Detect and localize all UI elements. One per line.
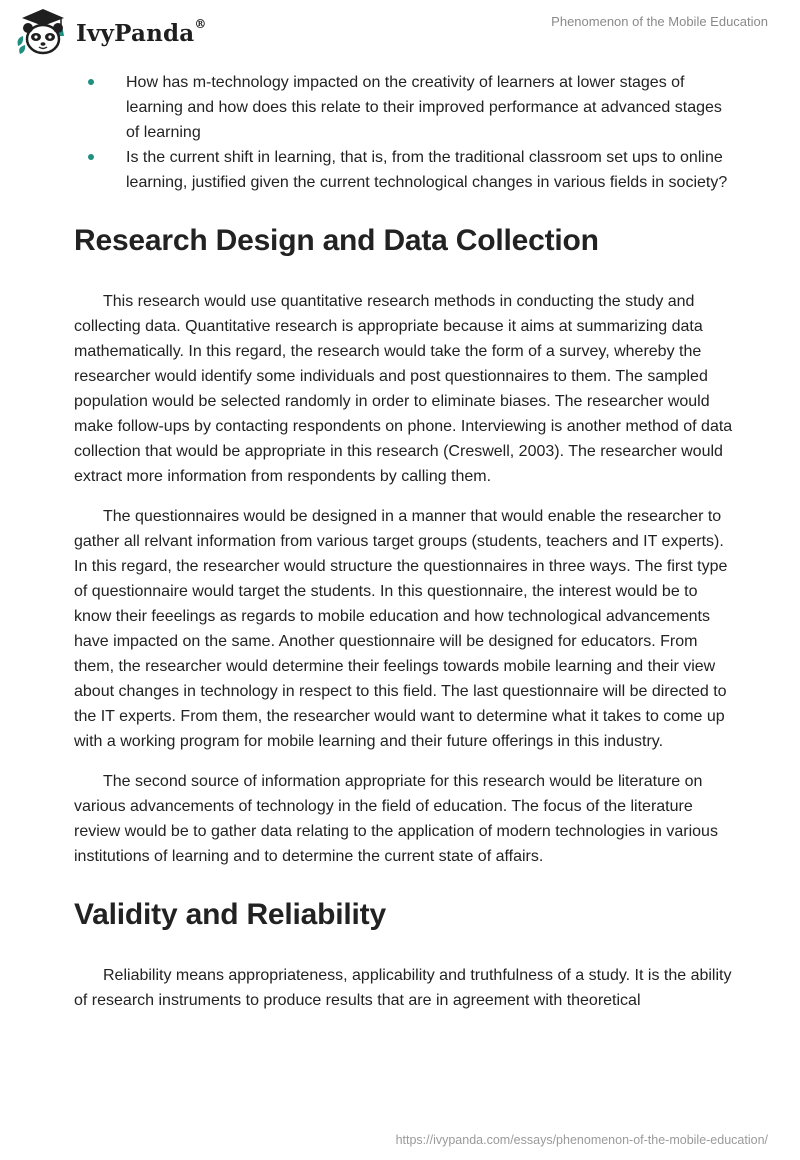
list-item: How has m-technology impacted on the creativity of learners at lower stages of learning and how does this relate to their improved performance at advanced stages of learning: [74, 70, 734, 145]
essay-content: [74, 70, 734, 1028]
paragraph: The second source of information appropriate for this research would be literature on various advancements of technology in the field of education. The focus of the literature review would be to gather data relating to the application of modern technologies in various institutions of learning and to determine the current state of affairs.: [74, 773, 718, 865]
ivypanda-logo[interactable]: [14, 6, 207, 58]
question-list: [74, 70, 734, 195]
paragraph: This research would use quantitative research methods in conducting the study and collecting data. Quantitative research is appropriate because it aims at summarizing data mathematically. In this regard, the research would take the form of a survey, whereby the researcher would identify some individuals and post questionnaires to them. The sampled population would be selected randomly in order to eliminate biases. The researcher would make follow-ups by contacting respondents on phone. Interviewing is another method of data collection that would be appropriate in this research (Creswell, 2003). The researcher would extract more information from respondents by calling them.: [74, 293, 733, 485]
footer-url-link[interactable]: https://ivypanda.com/essays/phenomenon-of-the-mobile-education/: [395, 1133, 768, 1147]
document-title: Phenomenon of the Mobile Education: [551, 14, 768, 29]
list-item: Is the current shift in learning, that is, from the traditional classroom set ups to online learning, justified given the current technological changes in various fields in society?: [74, 145, 734, 195]
brand-name: IvyPanda®: [76, 16, 207, 47]
panda-graduate-icon: [14, 6, 72, 58]
bullet-dot-icon: [88, 79, 94, 85]
bullet-dot-icon: [88, 154, 94, 160]
section-heading-research-design: Research Design and Data Collection: [74, 224, 599, 257]
page-header: [0, 0, 800, 64]
section-heading-validity: Validity and Reliability: [74, 898, 386, 931]
paragraph: The questionnaires would be designed in a manner that would enable the researcher to gather all relvant information from various target groups (students, teachers and IT experts). In this regard, the researcher would structure the questionnaires in three ways. The first type of questionnaire would target the students. In this questionnaire, the interest would be to know their feeelings as regards to mobile education and how technological advancements have impacted on the same. Another questionnaire will be designed for educators. From them, the researcher would determine their feelings towards mobile learning and their view about changes in technology in respect to this field. The last questionnaire will be directed to the IT experts. From them, the researcher would want to determine what it takes to come up with a working program for mobile learning and their future offerings in this industry.: [74, 508, 728, 750]
paragraph: Reliability means appropriateness, applicability and truthfulness of a study. It is the ability of research instruments to produce results that are in agreement with theoretical: [74, 967, 732, 1009]
